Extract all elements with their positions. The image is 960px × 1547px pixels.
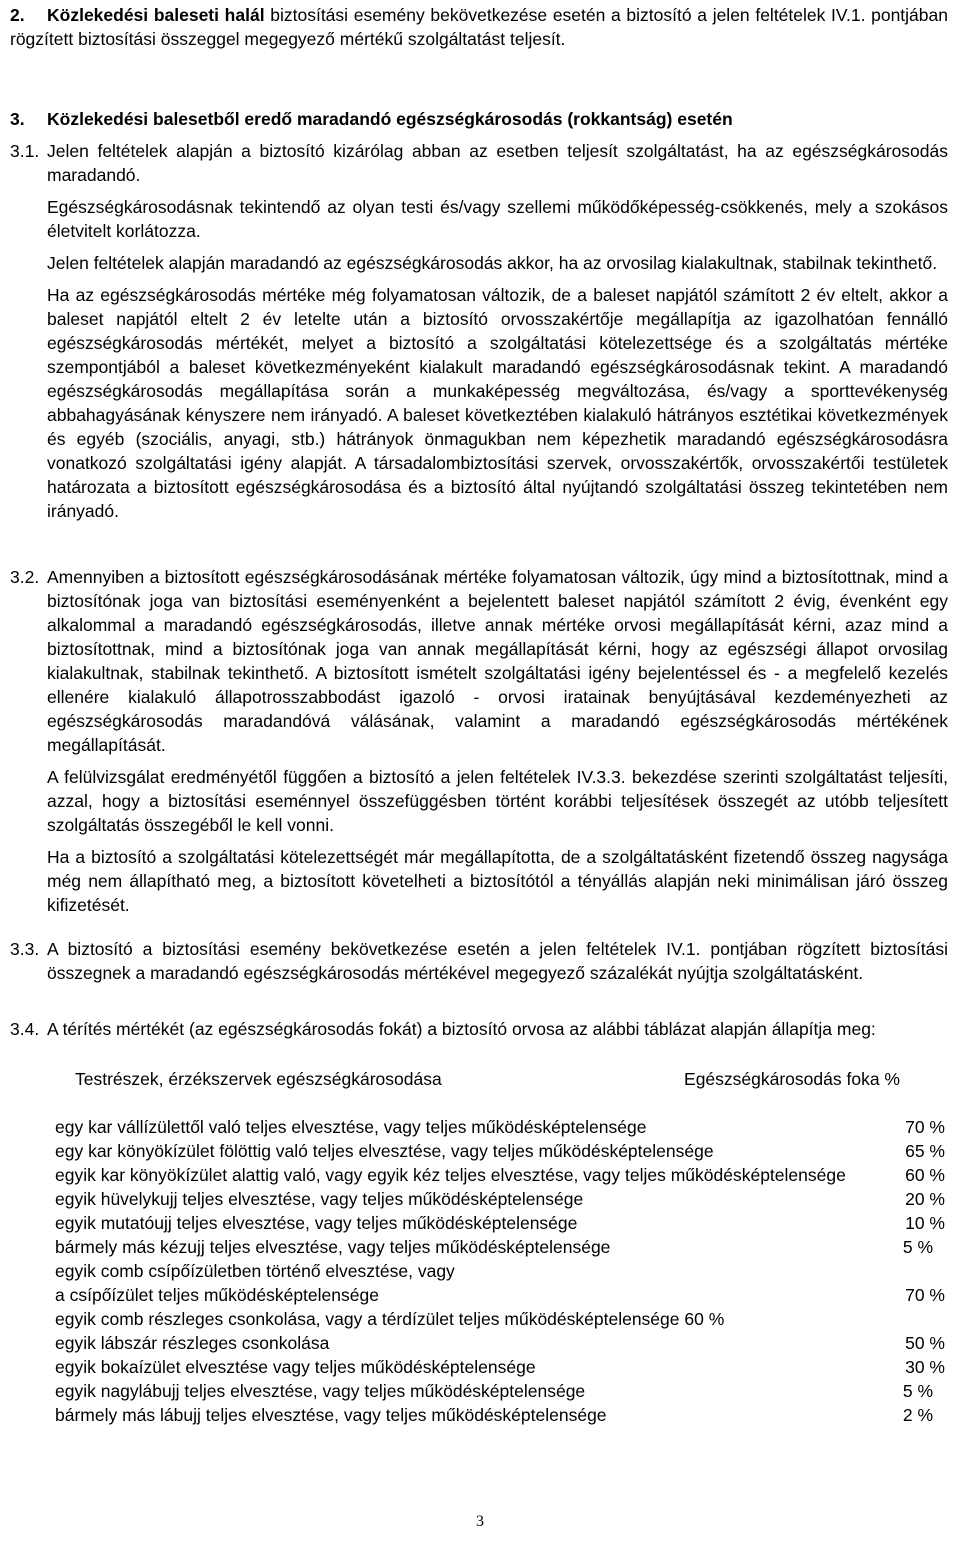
section-number: 3.: [10, 109, 25, 129]
disability-table: [55, 1115, 945, 1427]
section-number: 3.3.: [10, 939, 40, 959]
table-row: [55, 1355, 945, 1379]
paragraph: Egészségkárosodásnak tekintendő az olyan testi és/vagy szellemi működőképesség-csökkenés, mely a szokásos életvitelt korlátozza.: [47, 197, 948, 241]
section-2-body: biztosítási esemény bekövetkezése esetén a biztosító a jelen feltételek IV.1. pontjában rögzített biztosítási összeggel megegyező mértékű szolgáltatást teljesít.: [10, 5, 948, 49]
table-row-label: egy kar vállízülettől való teljes elvesztése, vagy teljes működésképtelensége: [55, 1117, 647, 1137]
table-row: [55, 1379, 945, 1403]
section-3-3: [10, 937, 948, 985]
section-number: 3.1.: [10, 141, 40, 161]
table-row-label: egy kar könyökízület fölöttig való teljes elvesztése, vagy teljes működésképtelensége: [55, 1141, 714, 1161]
table-row-value: 70 %: [905, 1285, 945, 1305]
table-header: [75, 1067, 920, 1115]
table-header-degree: Egészségkárosodás foka %: [684, 1069, 900, 1089]
section-number: 3.4.: [10, 1019, 40, 1039]
table-row: [55, 1307, 945, 1331]
paragraph: Amennyiben a biztosított egészségkárosodásának mértéke folyamatosan változik, úgy mind a biztosítottnak, mind a biztosítónak joga van biztosítási eseményenként a bejelentett baleset napjától számított 2 évig, évenként egy alkalommal a maradandó egészségkárosodás, illetve annak mértéke orvosi megállapítását kérni, azaz mind a biztosítottnak, mind a biztosítónak joga van annak megállapítását kérni, hogy az egészségi állapot orvosilag kialakultnak, stabilnak tekinthető. A biztosított ismételt szolgáltatási igény bejelentéssel és - a megfelelő kezelés ellenére kialakuló állapotrosszabbodást igazoló - orvosi iratainak benyújtásával kezdeményezheti az egészségkárosodás maradandóvá válásának, valamint a maradandó egészségkárosodás mértékének megállapítását.: [47, 567, 948, 755]
table-row-label: egyik nagylábujj teljes elvesztése, vagy teljes működésképtelensége: [55, 1381, 586, 1401]
section-number: 3.2.: [10, 567, 40, 587]
section-number: 2.: [10, 5, 25, 25]
table-row: [55, 1115, 945, 1139]
table-row-value: 10 %: [905, 1213, 945, 1233]
table-row-label: egyik lábszár részleges csonkolása: [55, 1333, 330, 1353]
table-row-label: egyik kar könyökízület alattig való, vagy egyik kéz teljes elvesztése, vagy teljes működésképtelensége: [55, 1165, 846, 1185]
table-row-value: 30 %: [905, 1357, 945, 1377]
table-row: [55, 1331, 945, 1355]
table-row: [55, 1403, 945, 1427]
table-row-label: egyik comb részleges csonkolása, vagy a térdízület teljes működésképtelensége 60 %: [55, 1309, 725, 1329]
section-3-1-body: [47, 139, 948, 523]
table-row-value: 65 %: [905, 1141, 945, 1161]
table-row-label: egyik hüvelykujj teljes elvesztése, vagy teljes működésképtelensége: [55, 1189, 584, 1209]
section-3-heading: [10, 107, 948, 131]
section-2-bold-term: Közlekedési baleseti halál: [47, 5, 265, 25]
section-3-3-body: A biztosító a biztosítási esemény bekövetkezése esetén a jelen feltételek IV.1. pontjában rögzített biztosítási összegnek a maradandó egészségkárosodás mértékével megegyező százalékát nyújtja szolgáltatásként.: [47, 939, 948, 983]
table-row-label: egyik mutatóujj teljes elvesztése, vagy teljes működésképtelensége: [55, 1213, 578, 1233]
table-row-value: 20 %: [905, 1189, 945, 1209]
section-3-2: [10, 565, 948, 925]
table-row: [55, 1259, 945, 1307]
table-row-value: 60 %: [905, 1165, 945, 1185]
section-2-text: [10, 3, 948, 51]
paragraph: Ha az egészségkárosodás mértéke még folyamatosan változik, de a baleset napjától számított 2 év eltelt, akkor a baleset napjától eltelt 2 év letelte után a biztosító orvosszakértője megállapítja az igazolhatóan fennálló egészségkárosodás mértékét, melyet a biztosító a szolgáltatási kötelezettsége és a szolgáltatás mértéke szempontjából a baleset következményeként kialakult maradandó egészségkárosodásnak tekint. A maradandó egészségkárosodás megállapítása során a munkaképesség megváltozása, és/vagy a sporttevékenység abbahagyásának kényszere nem irányadó. A baleset következtében kialakuló hátrányos esztétikai következmények és egyéb (szociális, anyagi, stb.) hátrányok önmagukban nem képezhetik maradandó egészségkárosodásra vonatkozó szolgáltatási igény alapját. A társadalombiztosítási szervek, orvosszakértők, orvosszakértői testületek határozata a biztosított egészségkárosodása és a biztosító által nyújtandó szolgáltatási összeg tekintetében nem irányadó.: [47, 285, 948, 521]
section-3-title: Közlekedési balesetből eredő maradandó egészségkárosodás (rokkantság) esetén: [47, 109, 733, 129]
paragraph: A felülvizsgálat eredményétől függően a biztosító a jelen feltételek IV.3.3. bekezdése szerinti szolgáltatást teljesíti, azzal, hogy a biztosítási eseménnyel összefüggésben történt korábbi teljesítések összegét az utóbb teljesített szolgáltatás összegéből le kell vonni.: [47, 767, 948, 835]
section-2: [10, 3, 948, 51]
table-row: [55, 1235, 945, 1259]
paragraph: Jelen feltételek alapján a biztosító kizárólag abban az esetben teljesít szolgáltatást, ha az egészségkárosodás maradandó.: [47, 141, 948, 185]
section-3-1: [10, 139, 948, 531]
table-row-value: 70 %: [905, 1117, 945, 1137]
table-row: [55, 1187, 945, 1211]
table-row-value: 2 %: [902, 1405, 933, 1425]
section-3-2-body: [47, 565, 948, 917]
paragraph: Ha a biztosító a szolgáltatási kötelezettségét már megállapította, de a szolgáltatásként fizetendő összeg nagysága még nem állapítható meg, a biztosított követelheti a biztosítótól a tényállás alapján neki minimálisan járó összeg kifizetését.: [47, 847, 948, 915]
table-row-label: bármely más kézujj teljes elvesztése, vagy teljes működésképtelensége: [55, 1237, 611, 1257]
table-row-label: egyik bokaízület elvesztése vagy teljes működésképtelensége: [55, 1357, 536, 1377]
table-row-label: egyik comb csípőízületben történő elvesztése, vagy a csípőízület teljes működésképtelensége: [55, 1261, 455, 1305]
page-number: 3: [476, 1513, 484, 1530]
table-row: [55, 1163, 945, 1187]
table-header-body-parts: Testrészek, érzékszervek egészségkárosodása: [75, 1069, 442, 1089]
section-3-4-body: A térítés mértékét (az egészségkárosodás fokát) a biztosító orvosa az alábbi táblázat alapján állapítja meg:: [47, 1019, 876, 1039]
table-row-value: 50 %: [905, 1333, 945, 1353]
section-3-4: [10, 1017, 948, 1041]
table-row-value: 5 %: [902, 1381, 933, 1401]
table-row: [55, 1211, 945, 1235]
paragraph: Jelen feltételek alapján maradandó az egészségkárosodás akkor, ha az orvosilag kialakultnak, stabilnak tekinthető.: [47, 253, 938, 273]
table-row-value: 5 %: [902, 1237, 933, 1257]
table-row-label: bármely más lábujj teljes elvesztése, vagy teljes működésképtelensége: [55, 1405, 607, 1425]
table-row: [55, 1139, 945, 1163]
